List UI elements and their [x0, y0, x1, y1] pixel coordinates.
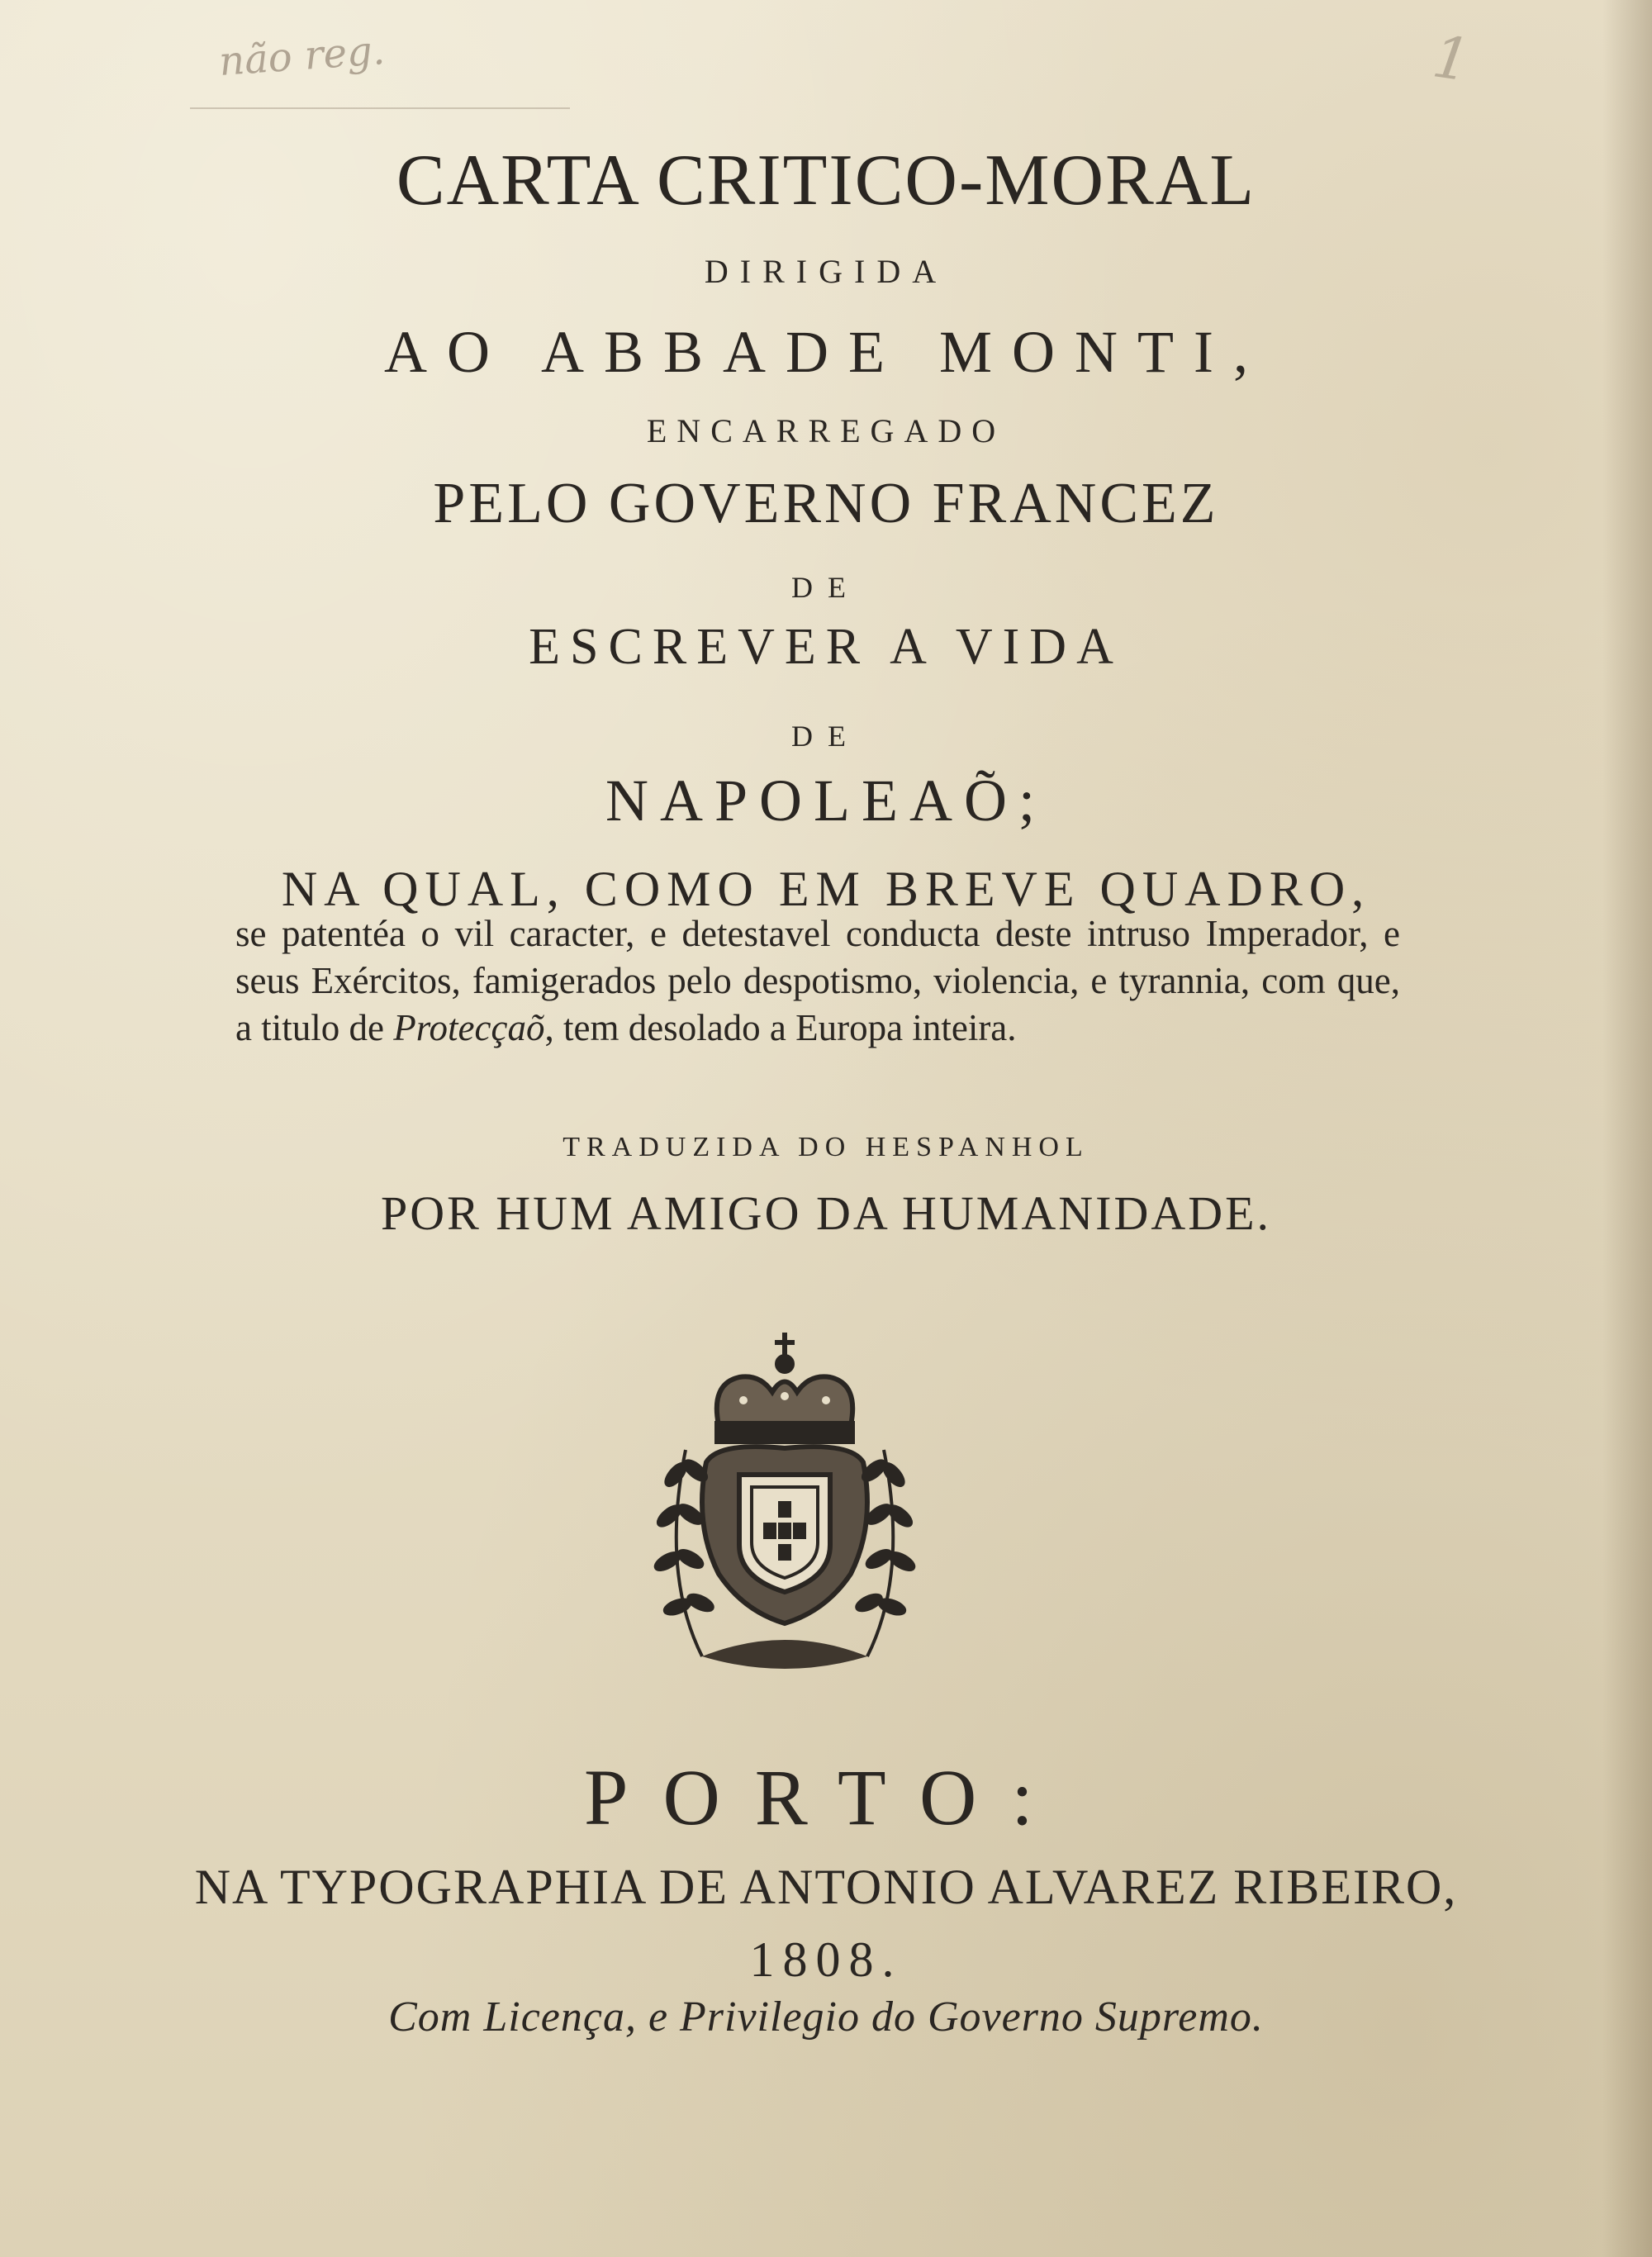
- imprint-year: 1808.: [749, 1932, 903, 1987]
- translator-line: POR HUM AMIGO DA HUMANIDADE.: [380, 1186, 1272, 1240]
- handwritten-underline: [190, 107, 570, 109]
- book-title: CARTA CRITICO-MORAL: [396, 140, 1256, 221]
- subject-line: NAPOLEAÕ;: [605, 767, 1047, 834]
- de-line-2: DE: [791, 720, 861, 753]
- description-paragraph: [235, 910, 1400, 1052]
- translated-line: TRADUZIDA DO HESPANHOL: [563, 1132, 1089, 1162]
- crown-icon: [717, 1333, 852, 1442]
- de-line-1: DE: [791, 571, 861, 604]
- shield-icon: [702, 1447, 867, 1623]
- laurel-branch-right-icon: [855, 1450, 917, 1656]
- dirigida-line: DIRIGIDA: [704, 253, 948, 290]
- imprint-printer: NA TYPOGRAPHIA DE ANTONIO ALVAREZ RIBEIRO,: [194, 1860, 1458, 1914]
- escrever-line: ESCREVER A VIDA: [529, 619, 1123, 675]
- encarregado-line: ENCARREGADO: [646, 412, 1006, 449]
- handwritten-note: não reg.: [217, 27, 387, 85]
- ribbon-icon: [702, 1640, 867, 1669]
- royal-coat-of-arms-emblem: [628, 1326, 942, 1689]
- description-italic: Protecçaõ: [393, 1007, 545, 1048]
- recipient-line: AO ABBADE MONTI,: [383, 319, 1268, 385]
- imprint-city: PORTO:: [584, 1753, 1068, 1841]
- handwritten-mark: 1: [1428, 22, 1475, 95]
- description-end: , tem desolado a Europa inteira.: [544, 1007, 1017, 1048]
- laurel-branch-left-icon: [653, 1450, 715, 1656]
- imprint-license: Com Licença, e Privilegio do Governo Supremo.: [388, 1993, 1264, 2041]
- description-main: se patentéa o vil caracter, e detestavel conducta deste intruso Imperador, e seus Exércitos, famigerados pelo despotismo, violencia, e tyrannia, com que, a titulo de: [235, 913, 1400, 1048]
- na-qual-line: NA QUAL, COMO EM BREVE QUADRO,: [281, 862, 1371, 916]
- government-line: PELO GOVERNO FRANCEZ: [433, 472, 1219, 535]
